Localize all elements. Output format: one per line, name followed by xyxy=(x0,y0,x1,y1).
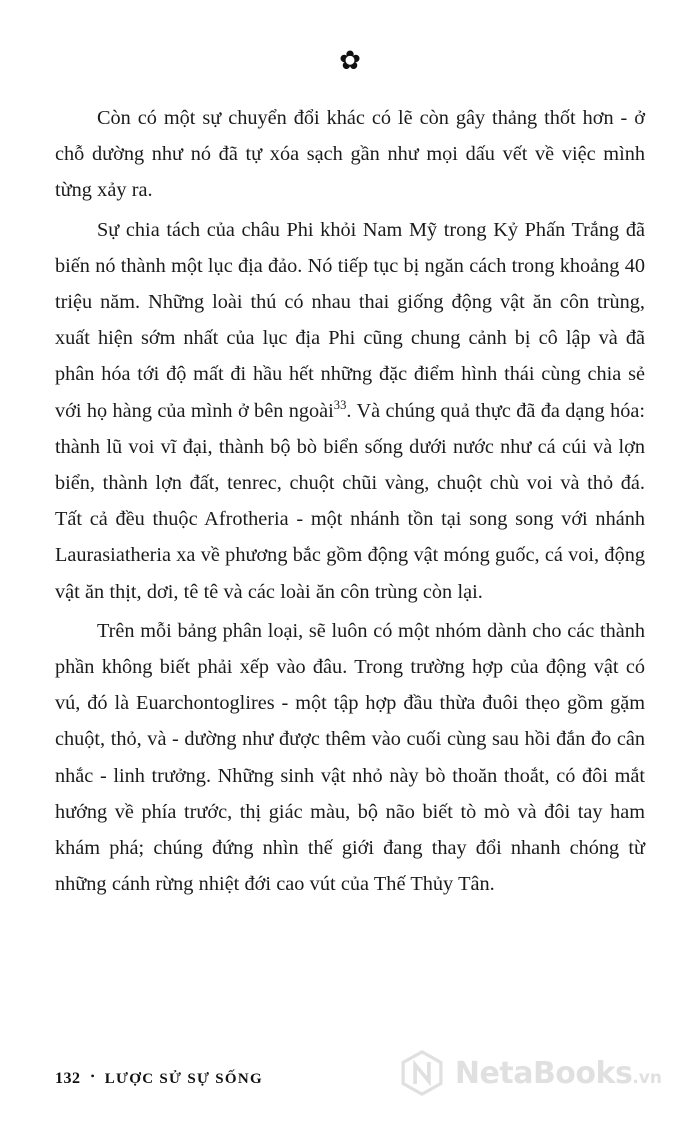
footer-book-title: LƯỢC SỬ SỰ SỐNG xyxy=(104,1071,263,1087)
netabooks-hexagon-logo-icon xyxy=(399,1050,445,1096)
lotus-ornament-icon: ✿ xyxy=(339,46,361,76)
paragraph-3: Trên mỗi bảng phân loại, sẽ luôn có một nhóm dành cho các thành phần không biết phải xếp vào đâu. Trong trường hợp của động vật có vú, đó là Euarchontoglires - một tập hợp đầu thừa đuôi thẹo gồm gặm chuột, thỏ, và - dường như được thêm vào cuối cùng sau hồi đắn đo cân nhắc - linh trưởng. Những sinh vật nhỏ này bò thoăn thoắt, có đôi mắt hướng về phía trước, thị giác màu, bộ não biết tò mò và đôi tay ham khám phá; chúng đứng nhìn thế giới đang thay đổi nhanh chóng từ những cánh rừng nhiệt đới cao vút của Thế Thủy Tân. xyxy=(55,619,645,896)
page-body-text xyxy=(55,100,645,902)
page-footer xyxy=(55,1070,263,1088)
page-number: 132 xyxy=(55,1070,81,1087)
watermark xyxy=(399,1050,662,1096)
watermark-brand: NetaBooks xyxy=(454,1055,633,1091)
footer-separator-dot: • xyxy=(90,1069,95,1083)
paragraph-2-main: Sự chia tách của châu Phi khỏi Nam Mỹ trong Kỷ Phấn Trắng đã biến nó thành một lục địa đảo. Nó tiếp tục bị ngăn cách trong khoảng 40 triệu năm. Những loài thú có nhau thai giống động vật ăn côn trùng, xuất hiện sớm nhất của lục địa Phi cũng chung cảnh bị cô lập và đã phân hóa tới độ mất đi hầu hết những đặc điểm hình thái cùng chia sẻ với họ hàng của mình ở bên ngoài xyxy=(55,218,645,422)
paragraph-2 xyxy=(55,212,645,610)
watermark-suffix: .vn xyxy=(632,1067,662,1088)
paragraph-2-rest: . Và chúng quả thực đã đa dạng hóa: thành lũ voi vĩ đại, thành bộ bò biển sống dưới nước như cá cúi và lợn biển, thành lợn đất, tenrec, chuột chũi vàng, chuột chù voi và thỏ đá. Tất cả đều thuộc Afrotheria - một nhánh tồn tại song song với nhánh Laurasiatheria xa về phương bắc gồm động vật móng guốc, cá voi, động vật ăn thịt, dơi, tê tê và các loài ăn côn trùng còn lại. xyxy=(55,399,646,603)
watermark-text xyxy=(455,1056,662,1091)
section-ornament xyxy=(0,48,700,74)
paragraph-1: Còn có một sự chuyển đổi khác có lẽ còn gây thảng thốt hơn - ở chỗ dường như nó đã tự xóa sạch gần như mọi dấu vết về việc mình từng xảy ra. xyxy=(55,107,645,202)
footnote-marker-33: 33 xyxy=(333,397,347,412)
